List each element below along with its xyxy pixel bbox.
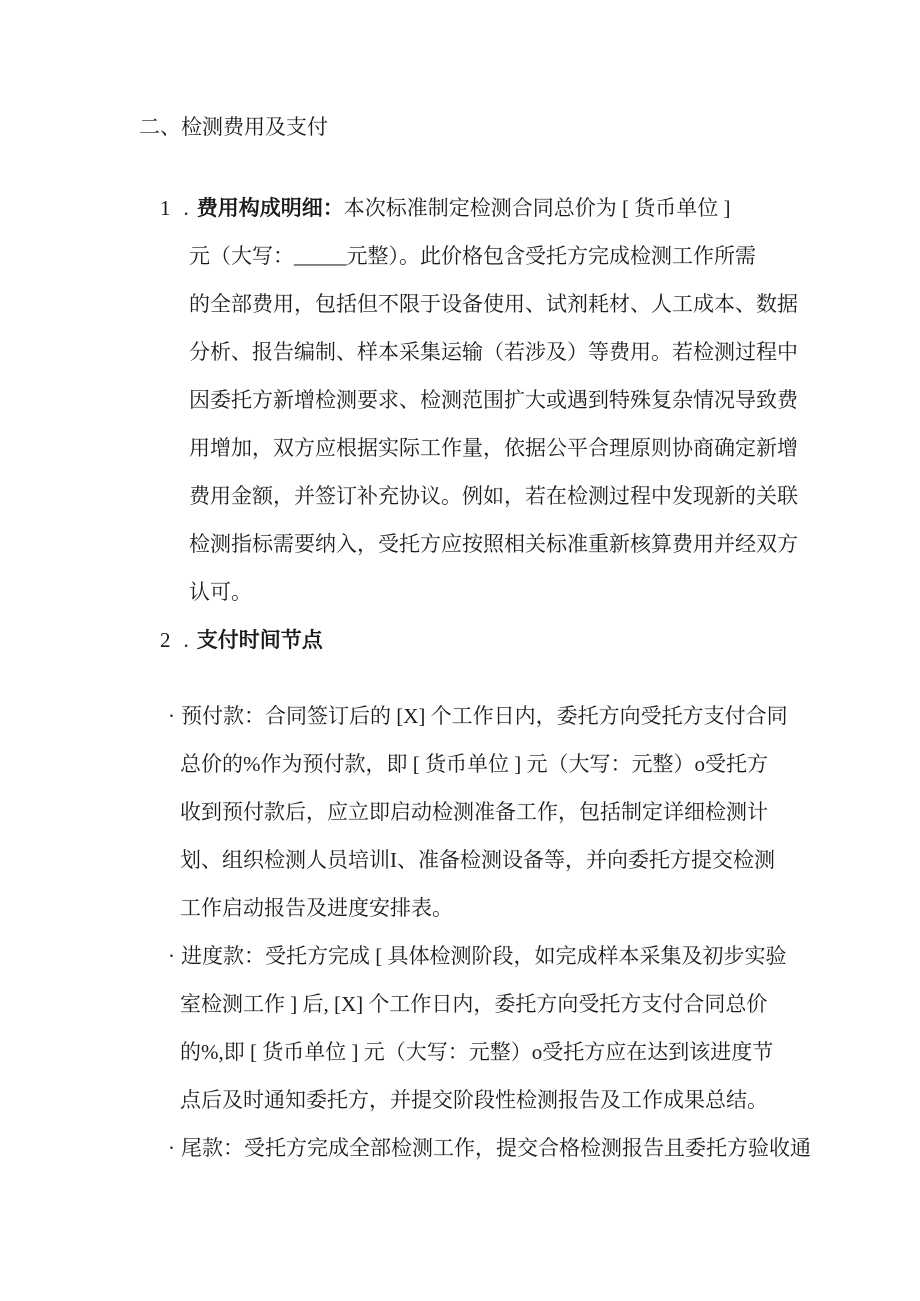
text-line: 的全部费用，包括但不限于设备使用、试剂耗材、人工成本、数据 <box>189 292 798 316</box>
clause-2-heading-line <box>0 616 920 664</box>
clause-1-first-line-text: 本次标准制定检测合同总价为 [ 货币单位 ] <box>343 196 731 220</box>
bullet-line-text: 尾款：受托方完成全部检测工作，提交合格检测报告且委托方验收通 <box>181 1136 811 1160</box>
text-line: 因委托方新增检测要求、检测范围扩大或遇到特殊复杂情况导致费 <box>189 388 798 412</box>
section-heading: 二、检测费用及支付 <box>139 115 328 139</box>
bullet-advance-payment <box>0 692 920 932</box>
text-line: 划、组织检测人员培训I、准备检测设备等，并向委托方提交检测 <box>180 848 775 872</box>
text-line: 工作启动报告及进度安排表。 <box>180 896 453 920</box>
text-line: 室检测工作 ] 后, [X] 个工作日内，委托方向受托方支付合同总价 <box>180 992 768 1016</box>
text-line: 总价的%作为预付款，即 [ 货币单位 ] 元（大写：元整）o受托方 <box>180 752 768 776</box>
clause-2-payment-schedule <box>0 616 920 664</box>
clause-1-first-line <box>0 184 920 232</box>
clause-1-fee-composition <box>0 184 920 616</box>
bullet-final-payment <box>0 1124 920 1172</box>
text-line: 检测指标需要纳入，受托方应按照相关标准重新核算费用并经双方 <box>189 532 798 556</box>
payment-bullet-list <box>0 692 920 1172</box>
text-line: 费用金额，并签订补充协议。例如，若在检测过程中发现新的关联 <box>189 484 798 508</box>
bullet-first-line <box>0 932 920 980</box>
clause-1-bold-label: 费用构成明细： <box>196 196 344 220</box>
bullet-first-line <box>0 692 920 740</box>
clause-2-bold-label: 支付时间节点 <box>196 628 323 652</box>
bullet-dot-icon: · <box>168 944 175 968</box>
bullet-dot-icon: · <box>168 1136 175 1160</box>
clause-1-number: 1 <box>160 196 171 220</box>
bullet-progress-payment <box>0 932 920 1124</box>
text-line: 分析、报告编制、样本采集运输（若涉及）等费用。若检测过程中 <box>189 340 798 364</box>
bullet-dot-icon: · <box>168 704 175 728</box>
clause-2-number: 2 <box>160 628 171 652</box>
text-line: 的%,即 [ 货币单位 ] 元（大写：元整）o受托方应在达到该进度节 <box>180 1040 774 1064</box>
clause-2-dot: . <box>183 628 189 652</box>
text-line: 认可。 <box>189 580 252 604</box>
text-line: 收到预付款后，应立即启动检测准备工作，包括制定详细检测计 <box>180 800 768 824</box>
bullet-line-text: 进度款：受托方完成 [ 具体检测阶段，如完成样本采集及初步实验 <box>181 944 787 968</box>
bullet-line-text: 预付款：合同签订后的 [X] 个工作日内，委托方向受托方支付合同 <box>181 704 788 728</box>
text-line: 元（大写：_____元整）。此价格包含受托方完成检测工作所需 <box>189 244 756 268</box>
text-line: 用增加，双方应根据实际工作量，依据公平合理原则协商确定新增 <box>189 436 798 460</box>
clause-1-dot: . <box>183 196 189 220</box>
text-line: 点后及时通知委托方，并提交阶段性检测报告及工作成果总结。 <box>180 1088 768 1112</box>
bullet-first-line <box>0 1124 920 1172</box>
